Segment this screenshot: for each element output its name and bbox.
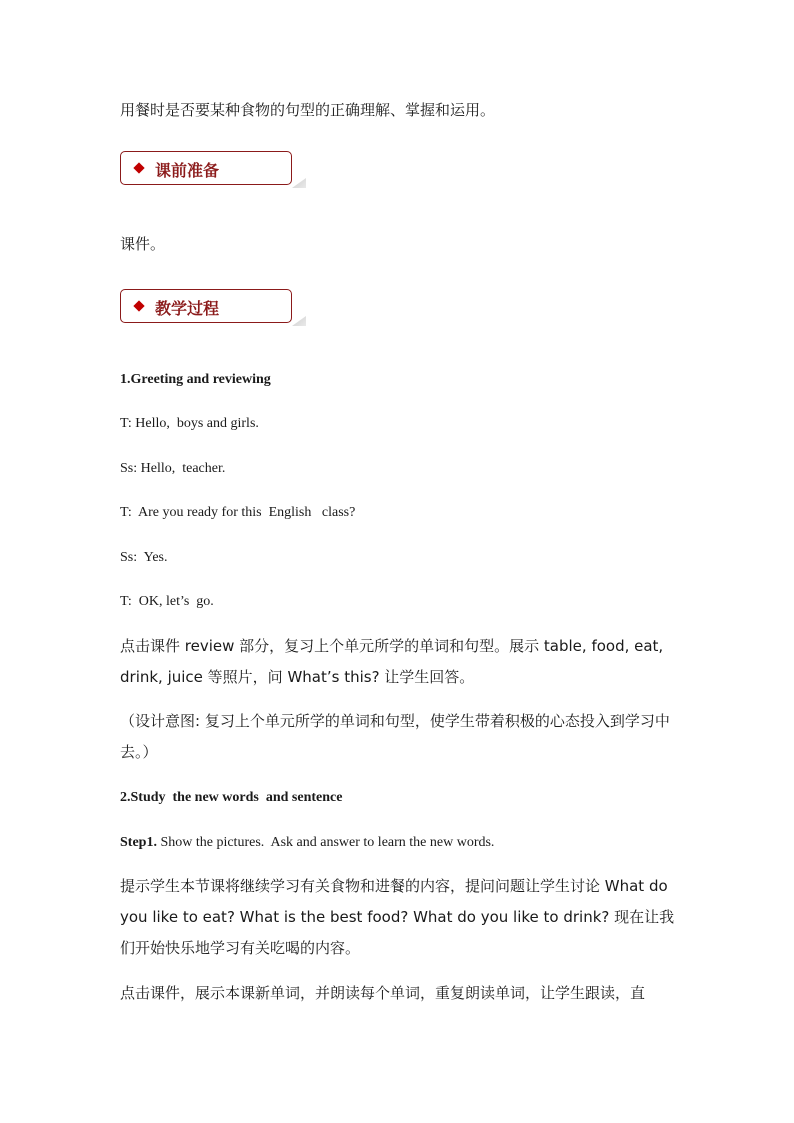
part2-paragraph: 提示学生本节课将继续学习有关食物和进餐的内容，提问问题让学生讨论 What do you like to eat? What is the best food? What do you like to drink? 现在让我们开始快乐地学习有关吃喝的内容。 [120, 877, 675, 957]
step1-line [120, 833, 680, 853]
part1-heading: 1.Greeting and reviewing [120, 372, 271, 387]
design-intent-paragraph: （设计意图: 复习上个单元所学的单词和句型，使学生带着积极的心态投入到学习中去。） [120, 712, 670, 761]
section-title-prep: 课前准备 [155, 161, 220, 180]
part2-heading: 2.Study the new words and sentence [120, 790, 343, 805]
diamond-bullet-icon [133, 162, 144, 173]
section-corner-shadow [292, 178, 306, 188]
dialogue-line: Ss: Hello, teacher. [120, 461, 226, 476]
part2-paragraph-continued: 点击课件，展示本课新单词，并朗读每个单词，重复朗读单词，让学生跟读，直 [120, 984, 646, 1002]
part1-paragraph: 点击课件 review 部分，复习上个单元所学的单词和句型。展示 table, food, eat, drink, juice 等照片，问 What’s this? 让学生回答。 [120, 637, 664, 686]
intro-line: 用餐时是否要某种食物的句型的正确理解、掌握和运用。 [120, 101, 496, 119]
section-corner-shadow [292, 316, 306, 326]
step1-label: Step1. [120, 835, 157, 850]
prep-body: 课件。 [120, 235, 166, 253]
section-header-prep [120, 151, 292, 185]
section-header-process [120, 289, 292, 323]
dialogue-line: T: OK, let’s go. [120, 594, 214, 609]
dialogue-line: T: Are you ready for this English class? [120, 505, 356, 520]
section-title-process: 教学过程 [155, 299, 220, 318]
diamond-bullet-icon [133, 300, 144, 311]
step1-text: Show the pictures. Ask and answer to learn the new words. [156, 835, 495, 850]
dialogue-line: T: Hello, boys and girls. [120, 416, 259, 431]
dialogue-line: Ss: Yes. [120, 550, 168, 565]
